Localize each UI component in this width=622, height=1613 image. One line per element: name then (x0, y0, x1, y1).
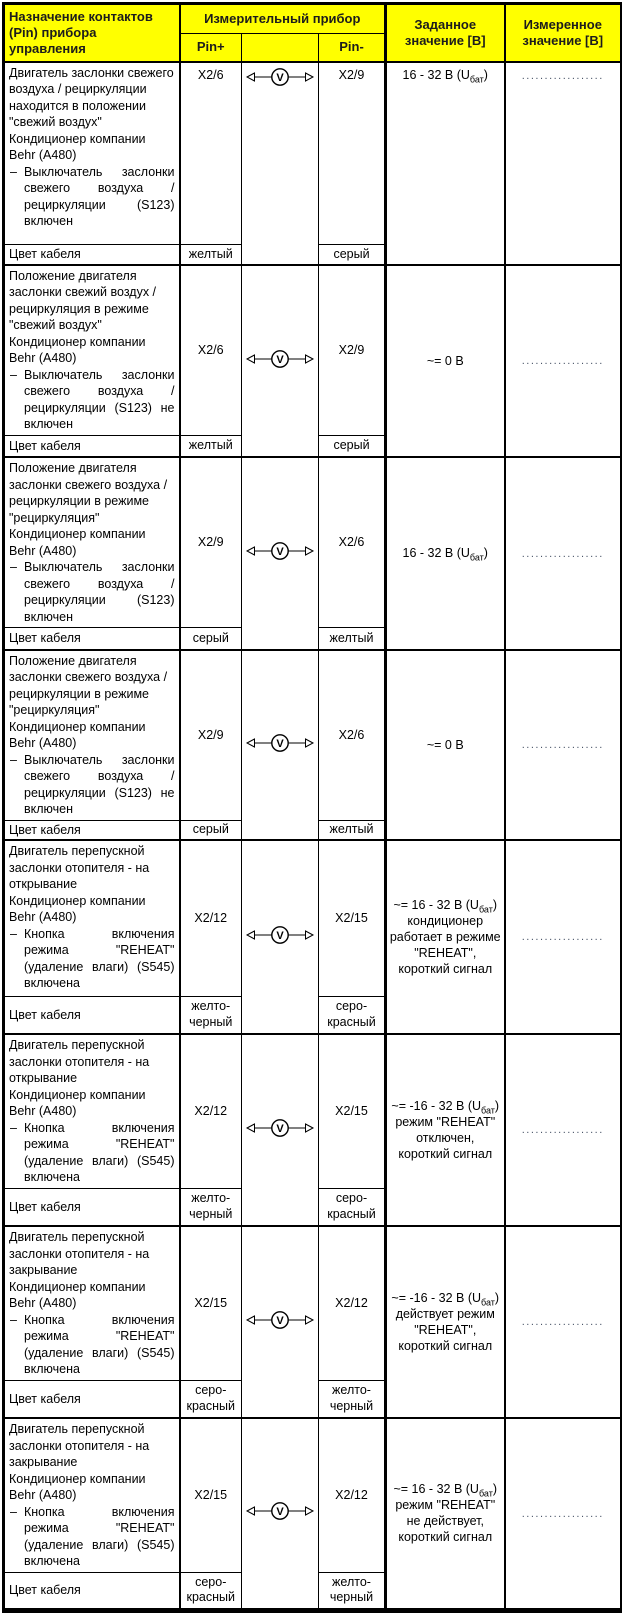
target-value-note: режим "REHEAT" не действует, короткий сигнал (395, 1498, 496, 1545)
measurement-block-row (4, 1418, 622, 1572)
cable-color-plus: серый (180, 628, 242, 650)
bullet-dash: – (10, 752, 17, 767)
pin-plus-cell: X2/15 (180, 1226, 242, 1380)
pin-plus-cell: X2/6 (180, 265, 242, 436)
target-value-close: ) (483, 67, 488, 82)
measured-value-placeholder: .................. (521, 931, 604, 944)
pin-assignment-cell (4, 840, 180, 996)
voltmeter-icon (246, 733, 314, 753)
target-value-subscript: бат (481, 1105, 495, 1116)
pin-assignment-cell (4, 1034, 180, 1188)
target-value-close: ) (494, 1099, 500, 1113)
condition-text: Кнопка включения режима "REHEAT" (удаление влаги) (S545) включена (24, 1120, 175, 1184)
svg-text:V: V (276, 1314, 284, 1327)
pin-plus-cell: X2/6 (180, 62, 242, 245)
description-text: Двигатель перепускной заслонки отопителя - на закрывание (9, 1230, 150, 1277)
measurement-block-row (4, 1034, 622, 1188)
header-measuring-device: Измерительный прибор (180, 4, 386, 34)
target-value-cell (386, 457, 505, 650)
cable-color-plus: желто-черный (180, 996, 242, 1034)
target-value-subscript: бат (481, 1297, 495, 1308)
description-text: Двигатель перепускной заслонки отопителя - на закрывание (9, 1422, 150, 1469)
header-pin-assignment: Назначение контактов (Pin) прибора управления (4, 4, 180, 62)
company-text: Кондиционер компании Behr (A480) (9, 527, 146, 558)
cable-color-plus: желто-черный (180, 1188, 242, 1226)
target-value-note: действует режим "REHEAT", короткий сигнал (395, 1307, 495, 1353)
voltmeter-cell (242, 1034, 319, 1226)
header-measured-value: Измеренное значение [В] (505, 4, 622, 62)
measured-value-placeholder: .................. (521, 1316, 604, 1329)
bullet-dash: – (10, 1120, 17, 1135)
measured-value-placeholder: .................. (521, 1124, 604, 1137)
target-value-main: ~= -16 - 32 В (U (391, 1291, 482, 1305)
target-value-main: ~= 0 В (426, 353, 464, 368)
condition-item (9, 1504, 175, 1570)
pin-assignment-cell (4, 62, 180, 245)
measured-value-cell (505, 650, 622, 841)
target-value-main: ~= -16 - 32 В (U (391, 1099, 482, 1113)
cable-color-label: Цвет кабеля (4, 435, 180, 457)
pin-minus-cell: X2/6 (319, 650, 386, 821)
measurement-block-row (4, 265, 622, 436)
target-value-cell (386, 1418, 505, 1610)
target-value-close: ) (492, 898, 498, 912)
table-body (4, 62, 622, 1611)
svg-text:V: V (276, 1506, 284, 1518)
pin-minus-cell: X2/15 (319, 1034, 386, 1188)
pin-minus-cell: X2/9 (319, 265, 386, 436)
header-target-value: Заданное значение [В] (386, 4, 505, 62)
measured-value-cell (505, 1226, 622, 1418)
cable-color-minus: желтый (319, 820, 386, 840)
pin-minus-cell: X2/12 (319, 1418, 386, 1572)
cable-color-minus: желто-черный (319, 1380, 386, 1418)
target-value-close: ) (492, 1482, 498, 1497)
header-pin-plus: Pin+ (180, 34, 242, 62)
cable-color-label: Цвет кабеля (4, 628, 180, 650)
target-value-subscript: бат (469, 552, 484, 563)
voltmeter-icon (246, 1501, 314, 1521)
cable-color-minus: желто-черный (319, 1572, 386, 1610)
target-value-subscript: бат (478, 1488, 493, 1499)
measurement-block-row (4, 457, 622, 628)
target-value-cell (386, 1034, 505, 1226)
measurement-block-row (4, 840, 622, 996)
target-value (389, 1290, 502, 1306)
target-value-cell (386, 840, 505, 1034)
company-text: Кондиционер компании Behr (A480) (9, 1279, 146, 1310)
measured-value-cell (505, 840, 622, 1034)
bullet-dash: – (10, 1504, 17, 1519)
condition-text: Выключатель заслонки свежего воздуха / рециркуляции (S123) включен (24, 164, 175, 228)
target-value-subscript: бат (478, 904, 493, 915)
target-value-cell (386, 650, 505, 841)
description-text: Двигатель заслонки свежего воздуха / рециркуляции находится в положении "свежий воздух" (9, 65, 174, 129)
pin-assignment-cell (4, 650, 180, 821)
voltmeter-icon (246, 67, 314, 87)
pin-minus-cell: X2/9 (319, 62, 386, 245)
pin-assignment-cell (4, 457, 180, 628)
voltmeter-icon (246, 925, 314, 945)
target-value-main: ~= 16 - 32 В (U (393, 898, 479, 912)
condition-text: Кнопка включения режима "REHEAT" (удаление влаги) (S545) включена (24, 926, 175, 990)
cable-color-plus: серый (180, 820, 242, 840)
bullet-dash: – (10, 560, 17, 574)
voltmeter-cell (242, 457, 319, 650)
svg-text:V: V (276, 737, 284, 750)
condition-item (9, 926, 175, 992)
pin-minus-cell: X2/15 (319, 840, 386, 996)
measured-value-cell (505, 1418, 622, 1610)
svg-text:V: V (276, 1122, 284, 1135)
condition-text: Выключатель заслонки свежего воздуха / рециркуляции (S123) не включен (24, 367, 175, 431)
target-value-note: режим "REHEAT" отключен, короткий сигнал (395, 1115, 496, 1161)
cable-color-minus: желтый (319, 628, 386, 650)
cable-color-label: Цвет кабеля (4, 1188, 180, 1226)
target-value-subscript: бат (469, 74, 484, 84)
bullet-dash: – (10, 926, 17, 941)
condition-item (9, 164, 175, 230)
bullet-dash: – (10, 367, 17, 382)
company-text: Кондиционер компании Behr (A480) (9, 1471, 146, 1502)
measured-value-placeholder: .................. (521, 547, 604, 560)
cable-color-plus: серо-красный (180, 1572, 242, 1610)
svg-text:V: V (276, 929, 284, 942)
description-text: Положение двигателя заслонки свежего воздуха / рециркуляции в режиме "рециркуляция" (9, 653, 168, 717)
voltmeter-cell (242, 1418, 319, 1610)
svg-text:V: V (276, 546, 284, 558)
cable-color-label: Цвет кабеля (4, 245, 180, 265)
voltmeter-cell (242, 265, 319, 458)
target-value (389, 353, 502, 369)
voltmeter-icon (246, 1118, 314, 1138)
measured-value-cell (505, 265, 622, 458)
description-text: Двигатель перепускной заслонки отопителя - на открывание (9, 1038, 150, 1085)
pin-measurement-table (2, 2, 622, 1613)
company-text: Кондиционер компании Behr (A480) (9, 334, 146, 365)
voltmeter-icon (246, 349, 314, 369)
measured-value-cell (505, 1034, 622, 1226)
condition-item (9, 752, 175, 818)
cable-color-minus: серый (319, 435, 386, 457)
condition-text: Кнопка включения режима "REHEAT" (удаление влаги) (S545) включена (24, 1312, 175, 1376)
condition-text: Кнопка включения режима "REHEAT" (удаление влаги) (S545) включена (24, 1504, 175, 1568)
condition-text: Выключатель заслонки свежего воздуха / рециркуляции (S123) включен (24, 560, 175, 624)
target-value-close: ) (483, 546, 488, 561)
pin-assignment-cell (4, 1226, 180, 1380)
cable-color-plus: желтый (180, 435, 242, 457)
target-value-close: ) (494, 1291, 500, 1305)
svg-text:V: V (276, 71, 284, 84)
cable-color-label: Цвет кабеля (4, 820, 180, 840)
pin-plus-cell: X2/12 (180, 1034, 242, 1188)
target-value-cell (386, 265, 505, 458)
cable-color-plus: серо-красный (180, 1380, 242, 1418)
cable-color-minus: серый (319, 245, 386, 265)
voltmeter-cell (242, 840, 319, 1034)
target-value-main: 16 - 32 В (U (402, 67, 470, 82)
pin-plus-cell: X2/12 (180, 840, 242, 996)
voltmeter-icon (246, 541, 314, 561)
cable-color-plus: желтый (180, 245, 242, 265)
measured-value-cell (505, 457, 622, 650)
pin-minus-cell: X2/6 (319, 457, 386, 628)
bullet-dash: – (10, 164, 17, 179)
measured-value-cell (505, 62, 622, 265)
voltmeter-cell (242, 62, 319, 265)
target-value (389, 67, 502, 83)
cable-color-label: Цвет кабеля (4, 996, 180, 1034)
measured-value-placeholder: .................. (521, 69, 604, 82)
bullet-dash: – (10, 1312, 17, 1327)
pin-plus-cell: X2/9 (180, 650, 242, 821)
measurement-block-row (4, 650, 622, 821)
measured-value-placeholder: .................. (521, 739, 604, 751)
pin-assignment-cell (4, 265, 180, 436)
voltmeter-cell (242, 650, 319, 841)
target-value (389, 1098, 502, 1114)
pin-assignment-cell (4, 1418, 180, 1572)
target-value-cell (386, 62, 505, 265)
target-value-main: 16 - 32 В (U (402, 546, 470, 561)
measurement-block-row (4, 62, 622, 245)
table-header (4, 4, 622, 62)
company-text: Кондиционер компании Behr (A480) (9, 893, 146, 924)
svg-text:V: V (276, 353, 284, 366)
cable-color-minus: серо-красный (319, 1188, 386, 1226)
measured-value-placeholder: .................. (521, 1507, 604, 1520)
target-value-note: кондиционер работает в режиме "REHEAT", короткий сигнал (389, 914, 501, 976)
measured-value-placeholder: .................. (521, 355, 604, 367)
cable-color-label: Цвет кабеля (4, 1572, 180, 1610)
voltmeter-cell (242, 1226, 319, 1418)
target-value (389, 1481, 502, 1497)
pin-plus-cell: X2/9 (180, 457, 242, 628)
target-value (389, 545, 502, 561)
condition-text: Выключатель заслонки свежего воздуха / рециркуляции (S123) не включен (24, 752, 175, 816)
cable-color-label: Цвет кабеля (4, 1380, 180, 1418)
condition-item (9, 1120, 175, 1186)
cable-color-minus: серо-красный (319, 996, 386, 1034)
company-text: Кондиционер компании Behr (A480) (9, 131, 146, 162)
pin-plus-cell: X2/15 (180, 1418, 242, 1572)
header-pin-minus: Pin- (319, 34, 386, 62)
measurement-block-row (4, 1226, 622, 1380)
description-text: Положение двигателя заслонки свежего воздуха / рециркуляции в режиме "рециркуляция" (9, 461, 168, 525)
condition-item (9, 1312, 175, 1378)
condition-item (9, 559, 175, 625)
target-value (389, 897, 502, 913)
company-text: Кондиционер компании Behr (A480) (9, 1087, 146, 1118)
target-value-cell (386, 1226, 505, 1418)
pin-minus-cell: X2/12 (319, 1226, 386, 1380)
description-text: Двигатель перепускной заслонки отопителя - на открывание (9, 844, 150, 891)
company-text: Кондиционер компании Behr (A480) (9, 719, 146, 750)
condition-item (9, 367, 175, 433)
description-text: Положение двигателя заслонки свежий воздух / рециркуляция в режиме "свежий воздух" (9, 268, 157, 332)
voltmeter-icon (246, 1310, 314, 1330)
header-meter-spacer (242, 34, 319, 62)
target-value (389, 737, 502, 753)
target-value-main: ~= 0 В (426, 737, 464, 752)
target-value-main: ~= 16 - 32 В (U (393, 1482, 479, 1497)
